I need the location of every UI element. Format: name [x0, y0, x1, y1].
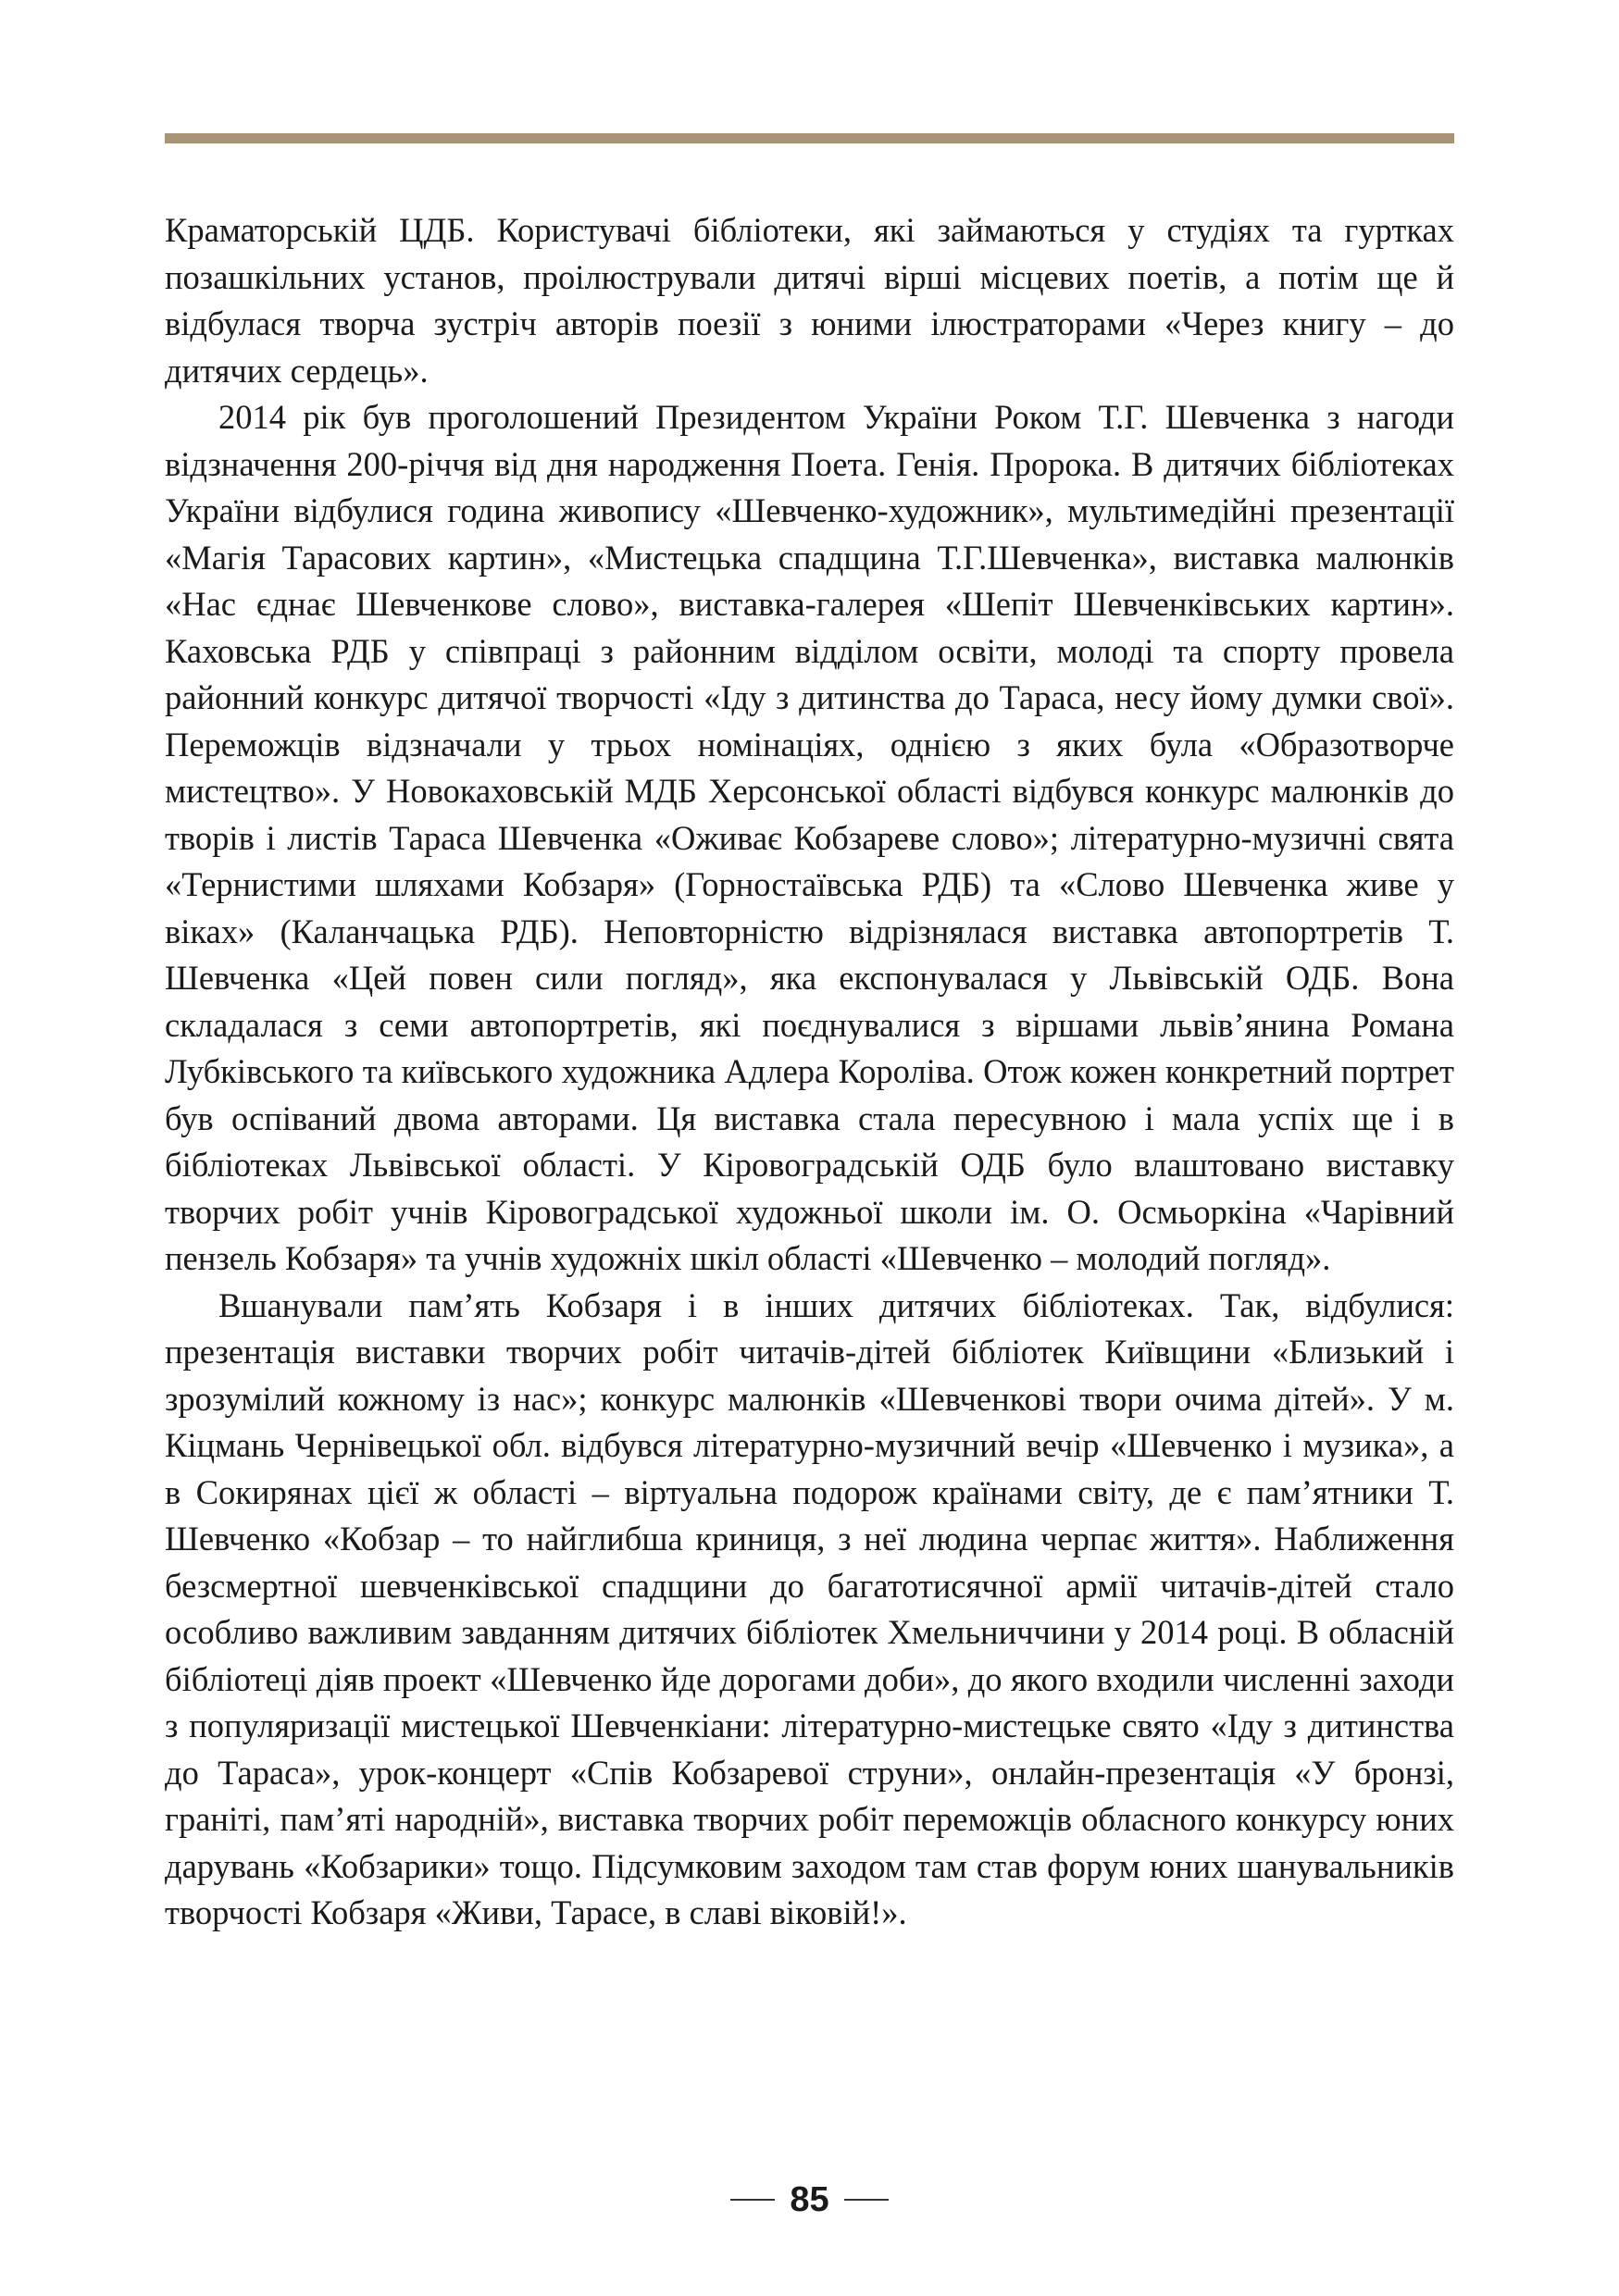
body-text [165, 207, 1454, 1937]
page-footer [0, 2177, 1619, 2223]
page-number: 85 [790, 2179, 829, 2219]
header-rule [165, 133, 1454, 143]
paragraph-2: 2014 рік був проголошений Президентом України Роком Т.Г. Шевченка з нагоди відзначення 200-річчя від дня народження Поета. Генія. Пророка. В дитячих бібліотеках України відбулися година живопису «Шевченко-художник», мультимедійні презентації «Магія Тарасових картин», «Мистецька спадщина Т.Г.Шевченка», виставка малюнків «Нас єднає Шевченкове слово», виставка-галерея «Шепіт Шевченківських картин». Каховська РДБ у співпраці з районним відділом освіти, молоді та спорту провела районний конкурс дитячої творчості «Іду з дитинства до Тараса, несу йому думки свої». Переможців відзначали у трьох номінаціях, однією з яких була «Образотворче мистецтво». У Новокаховській МДБ Херсонської області відбувся конкурс малюнків до творів і листів Тараса Шевченка «Оживає Кобзареве слово»; літературно-музичні свята «Тернистими шляхами Кобзаря» (Горностаївська РДБ) та «Слово Шевченка живе у віках» (Каланчацька РДБ). Неповторністю відрізнялася виставка автопортретів Т. Шевченка «Цей повен сили погляд», яка експонувалася у Львівській ОДБ. Вона складалася з семи автопортретів, які поєднувалися з віршами львів’янина Романа Лубківського та київського художника Адлера Короліва. Отож кожен конкретний портрет був оспіваний двома авторами. Ця виставка стала пересувною і мала успіх ще і в бібліотеках Львівської області. У Кіровоградській ОДБ було влаштовано виставку творчих робіт учнів Кіровоградської художньої школи ім. О. Осмьоркіна «Чарівний пензель Кобзаря» та учнів художніх шкіл області «Шевченко – молодий погляд». [165, 398, 1454, 1277]
paragraph-1: Краматорській ЦДБ. Користувачі бібліотеки, які займаються у студіях та гуртках позашкільних установ, проілюстрували дитячі вірші місцевих поетів, а потім ще й відбулася творча зустріч авторів поезії з юними ілюстраторами «Через книгу – до дитячих сердець». [165, 211, 1454, 390]
paragraph-3: Вшанували пам’ять Кобзаря і в інших дитячих бібліотеках. Так, відбулися: презентація виставки творчих робіт читачів-дітей бібліотек Київщини «Близький і зрозумілий кожному із нас»; конкурс малюнків «Шевченкові твори очима дітей». У м. Кіцмань Чернівецької обл. відбувся літературно-музичний вечір «Шевченко і музика», а в Сокирянах цієї ж області – віртуальна подорож країнами світу, де є пам’ятники Т. Шевченко «Кобзар – то найглибша криниця, з неї людина черпає життя». Наближення безсмертної шевченківської спадщини до багатотисячної армії читачів-дітей стало особливо важливим завданням дитячих бібліотек Хмельниччини у 2014 році. В обласній бібліотеці діяв проект «Шевченко йде дорогами доби», до якого входили численні заходи з популяризації мистецької Шевченкіани: літературно-мистецьке свято «Іду з дитинства до Тараса», урок-концерт «Спів Кобзаревої струни», онлайн-презентація «У бронзі, граніті, пам’яті народній», виставка творчих робіт переможців обласного конкурсу юних дарувань «Кобзарики» тощо. Підсумковим заходом там став форум юних шанувальників творчості Кобзаря «Живи, Тарасе, в славі віковій!». [165, 1285, 1454, 1931]
footer-rule-left [730, 2199, 775, 2201]
footer-rule-right [844, 2199, 889, 2201]
